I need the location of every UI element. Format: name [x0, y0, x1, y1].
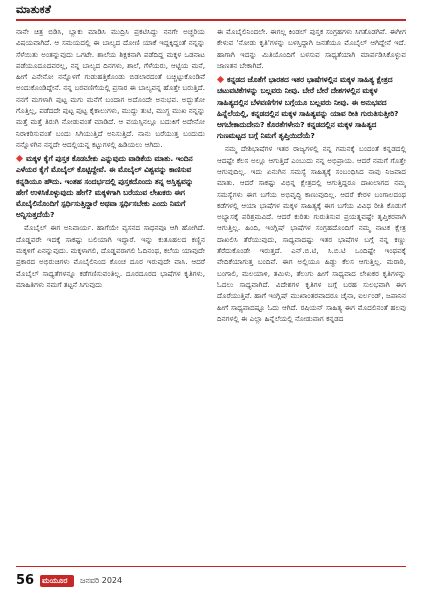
question-text: ಕನ್ನಡದ ಜೊತೆಗೆ ಭಾರತದ ಇತರ ಭಾಷೆಗಳಲ್ಲಿನ ಮಕ್ಕಳ ಸಾಹಿತ್ಯ ಕ್ಷೇತ್ರದ ಚಟುವಟಿಕೆಗಳನ್ನು ಬಲ್ಲವರು ನೀವು. ಬೇರೆ ಬೇರೆ ದೇಶಗಳಲ್ಲಿನ ಮಕ್ಕಳ ಸಾಹಿತ್ಯದಲ್ಲಿನ ಬೆಳವಣಿಗೆಗಳ ಬಗ್ಗೆಯೂ ಬಲ್ಲವರು ನೀವು. ಈ ಅನುಭವದ ಹಿನ್ನೆಲೆಯಲ್ಲಿ, ಕನ್ನಡದಲ್ಲಿನ ಮಕ್ಕಳ ಸಾಹಿತ್ಯವನ್ನು ಯಾವ ರೀತಿ ಗುರುತಿಸುತ್ತೀರಿ? ಆಗಬೇಕಾದುದೇನು? ಕೊರತೆಗಳೇನು? ಕನ್ನಡದಲ್ಲಿನ ಮಕ್ಕಳ ಸಾಹಿತ್ಯದ ಗುಣಮಟ್ಟದ ಬಗ್ಗೆ ನಿಮಗೆ ತೃಪ್ತಿಯಿದೆಯೆ? [217, 75, 399, 141]
answer-paragraph: ನಮ್ಮ ದೇಶಿಭಾಷೆಗಳ ಇತರ ರಾಜ್ಯಗಳಲ್ಲಿ ನನ್ನ ಗಮನಕ್ಕೆ ಬಂದಂತೆ ಕನ್ನಡದಲ್ಲಿ ಆದಷ್ಟೇ ಕೆಲಸ ಅಲ್ಲೂ ಆಗುತ್ತಿದೆ ಎಂಬುದು ನನ್ನ ಅಭಿಪ್ರಾಯ. ಆದರೆ ನಮಗೆ ಗೊತ್ತೇ ಆಗುವುದಿಲ್ಲ. ಇದು ಏನುಗಿನ ಸಮಸ್ಯೆ ಸಾಹಿತ್ಯಕ್ಕೆ ಸಂಬಂಧಿಸಿದ ನಾವು ನಿಜವಾದ ಮಾತು. ಆದರೆ ಸಾಕಷ್ಟು ವಿಭಿನ್ನ ಕ್ಷೇತ್ರದಲ್ಲಿ ಆಗುತ್ತಿದ್ದರೂ ದಾಖಲಾಗದ ನಮ್ಮ ಸಮಸ್ಯೆಗಳು ಈಗ ಬಗೆಯ ಅಭಿವೃದ್ಧಿ ಕಾಣುವುದಿಲ್ಲ. ಆದರೆ ಕೇರಳ ಬಂಗಾಲದಂಥ ಕಡೆಗಳಲ್ಲಿ ಆಯಾ ಭಾಷೆಗಳ ಮಕ್ಕಳ ಸಾಹಿತ್ಯಕ್ಕೆ ಈಗ ಬಗೆಯ ವಿವಿಧ ರೀತಿ ಕೊಡುಗೆ ಅಭ್ಯಾಸಕ್ಕೆ ಪರಿಶ್ರಮವಿದೆ. ಆದರೆ ಕುರಿತು ಗುರುತಿಸುವ ಪ್ರಯತ್ನವಷ್ಟೇ ತೃಪ್ತಿಕರವಾಗಿ ಆಗುತ್ತಿಲ್ಲ. ಹಿಂದಿ, ಇಂಗ್ಲಿಷ್ ಭಾಷೆಗಳ ಸಂಗ್ರಹದೊಂದಿಗೆ ನಮ್ಮ ನಾಟಕ ಕ್ಷೇತ್ರ ದಾಖಲಿಸಿ ತೆರೆಯುವುದು, ಸಾಧ್ಯವಾದಷ್ಟು ಇತರ ಭಾಷೆಗಳ ಬಗ್ಗೆ ನನ್ನ ಕಣ್ಣು ತೆರೆದುಕೊಂಡೇ ಇರುತ್ತದೆ. ಎನ್.ಬಿ.ಟಿ, ಸಿ.ಬಿ.ಟಿ ಒಂದಿಷ್ಟೇ ಇಂಥವಕ್ಕೆ ವೇದಿಕೆಯಾಗುತ್ತ ಬಂದಿವೆ. ಈಗ ಅಲ್ಲಿಯೂ ಹಿಡ್ದು ಕೆಲಸ ಆಗುತ್ತಿಲ್ಲ. ಮರಾಠಿ, ಬಂಗಾಲಿ, ಮಲಯಾಳಿ, ತಮಿಳು, ತೆಲುಗು ಹೀಗೆ ಸಾಧ್ಯವಾದ ಲೇಖಕರ ಕೃತಿಗಳನ್ನು ಓದಲು ಸಾಧ್ಯವಾಗಿದೆ. ವಿದೇಶಗಳ ಕೃತಿಗಳ ಬಗ್ಗೆ ಬರಹ ಸುಲಭವಾಗಿ ಈಗ ದೊರೆಯುತ್ತಿವೆ. ಹಾಗೆ ಇಂಗ್ಲಿಷ್ ಮುಖಾಂತರವಾದರೂ ಚೈನಾ, ಐರ್ಲಂಡ್, ಜಪಾನಿನ ಹೀಗೆ ಸಾಧ್ಯವಾದಷ್ಟೂ ಓದು ಆಗಿದೆ. ರಷಿಯನ್ ಸಾಹಿತ್ಯ ಈಗ ಮೊದಲಿನಂತೆ ಹಲವು ದಿನಗಳಲ್ಲಿ ಈ ಎಲ್ಲಾ ಹಿನ್ನೆಲೆಯಲ್ಲಿ ನೋಡುವಾಗ ಕನ್ನಡದ [217, 144, 406, 323]
page-footer [16, 566, 406, 590]
section-header [0, 0, 422, 20]
answer-paragraph: ನಾನೇ ಚಿತ್ರ ಬಿಡಿಸಿ, ಬ್ಲಾಕು ಮಾಡಿಸಿ ಮುದ್ರಿಸಿ ಪ್ರಕಟಿಸಿದ್ದು ನನಗೇ ಅಚ್ಚರಿಯ ವಿಷಯವಾಗಿದೆ. ಆ ಸಮಯದಲ್ಲಿ ಈ ಬಾಲ್ಯದ ದೋಣಿ ಯಾಕೆ ಇದ್ದಕ್ಕಿದ್ದಂತೆ ನನ್ನನ್ನು ಸೆಳೆಯಿತು ಅಂತನ್ನುವುದು ಒಗಟೇ. ಶಾಲೆಯ ಶಿಕ್ಷಕನಾಗಿ ಪಡೆದಿದ್ದ ಮಕ್ಕಳ ಒಡನಾಟ ಪಡೆಯೂದೂದವರಲ್ಲ, ನನ್ನ ಬಾಲ್ಯದ ದಿನಗಳು, ಶಾಲೆ, ಗೆಳೆಯರು, ಆಟ್ಟಿಯ ಮನೆ, ಹೀಗೆ ಎನೇನೋ ನನ್ನೊಳಗೆ ಗುಡುಹತ್ತಿಕೊಂಡು ಬಿಡಲಾರದಂತೆ ಬಚ್ಚಿಟ್ಟುಕೊಂಡಿವೆ ಅಂದುಕೊಂಡಿದ್ದೇನೆ. ನನ್ನ ಬರವಣಿಗೆಯಲ್ಲಿ ಪ್ರಸಾರ ಈ ಬಾಲ್ಯವನ್ನ ಹೊತ್ತೇ ಬರುತ್ತಿದೆ. ನನಗೆ ಮಗಳಾಗಿ ಪುಟ್ಟ ಮಗು ಮನೆಗೆ ಬಂದಾಗ ಅದೊಂದೇ ಅನುಭವ. ಅದ್ಭುತೋ ಗೊತ್ತಿಲ್ಲ, ಪಡೆದದೇ ಪುಟ್ಟ ಪುಟ್ಟ ಕೈಕಾಲುಗಳು, ಮುದ್ದು ತುಟಿ, ಮುಗ್ಧ ಮುಖ ನನ್ನನ್ನು ಮತ್ತೆ ಮತ್ತೆ ತಿರುಗಿ ನೋಡುವಂತೆ ಮಾಡಿದೆ. ಆ ವಯಸ್ಸಿನಲ್ಲೂ ಬದುಕಿಗೆ ಅದೇನೋ ನಿರಾಕರಿಸುವಂತೆ ಬಂದು ಸಿಗಿಯುತ್ತಿದೆ ಅನಿಸುತ್ತಿದೆ. ನಾನು ಬರೆಯುತ್ತ ಬಂದುದು ನನ್ನೊಳಗಿನ ನನ್ನದೇ ಆದಲ್ಲಿಯನ್ನ ಕಟ್ಟುಗಳಲ್ಲಿ ಹಿಡಿಯಲು ಆಗಿದು. [16, 27, 205, 149]
answer-paragraph: ಈ ಮೊಬೈಲಿನಿಂದಲೇ. ಈಗಲ್ಲ ಕಿಂಡಲ್ ಪುಸ್ತಕ ಸಂಗ್ರಹಗಳು ಸಿಗತೊಡಗಿವೆ. ಈಗೀಗ ಕೇಳುವ 'ನೋಡು ಕೃತಿ'ಗಳನ್ನು ಬಳಸ್ತಿದ್ದಾಗಿ ಜನತೆಯೂ ಮೊಬೈಲ್ ಆಗಿದ್ದೇನೆ ಇದೆ. ಹಾಗಾಗಿ ಇದನ್ನು ಮಿತಿಯೊಂದಿಗೆ ಬಳಸುವ ಸಾಧ್ಯತೆಯಾಗಿ ಮಾರ್ಪಡಿಸಿಕೊಳ್ಳುವ ಜಾಣತನ ಬೇಕಾಗಿದೆ. [217, 27, 406, 70]
question-bullet-icon [16, 155, 23, 162]
header-rule [16, 19, 406, 21]
page-number: 56 [16, 573, 35, 588]
footer-rule [16, 566, 406, 567]
logo-text: ಮಯೂರ [42, 576, 68, 585]
left-column [16, 26, 205, 561]
magazine-logo [40, 575, 74, 587]
question-text: ಮಕ್ಕಳ ಕೈಗೆ ಪುಸ್ತಕ ಕೊಡಬೇಕು ಎನ್ನುವುದು ವಾಡಿಕೆಯ ಮಾತು. ಇಂದಿನ ಎಳೆಯರ ಕೈಗೆ ಮೊಬೈಲ್ ಕೊಟ್ಟಿದ್ದೇವೆ. ಈ ಮೊಬೈಲ್ ವಿಶ್ವವನ್ನು ಕಾಣಿಸುವ ಕನ್ನಡಿಯೂ ಹೌದು. ಇಂತಹ ಸಂದರ್ಭದಲ್ಲಿ ಪುಸ್ತಕದೊಂದು ತನ್ನ ಅಸ್ತಿತ್ವವನ್ನು ಹೇಗೆ ಉಳಿಸಿಕೊಳ್ಳುವುದು ಹೇಗೆ? ಮಕ್ಕಳಿಗಾಗಿ ಬರೆಯುವ ಲೇಖಕರು ಈಗ ಮೊಬೈಲಿನೊಂದಿಗೆ ಸ್ಪರ್ಧಿಸುತ್ತಿದ್ದಾರೆ ಅಥವಾ ಸ್ಪರ್ಧಿಸಬೇಕು ಎಂದು ನಿಮಗೆ ಅನ್ನಿಸುತ್ತದೆಯೆ? [16, 154, 194, 220]
question-bullet-icon [217, 76, 224, 83]
section-title: ಮಾತುಕತೆ [16, 3, 51, 16]
right-column [217, 26, 406, 561]
issue-date: ಜನವರಿ 2024 [80, 576, 123, 585]
article-body [16, 26, 406, 561]
interview-question [217, 74, 406, 141]
interview-question [16, 153, 205, 220]
answer-paragraph: ಮೊಬೈಲ್ ಈಗ ಅನಿವಾರ್ಯ. ಹಾಗೆಯೇ ವ್ಯಸನದ ಸಾಧನವೂ ಆಗಿ ಹೋಗಿದೆ. ದೊಡ್ಡವರೇ ಇದಕ್ಕೆ ಸಾಕಷ್ಟು ಬಲಿಯಾಗಿ ಇದ್ದಾರೆ. ಇನ್ನು ಕುತೂಹಲದ ಕಣ್ಣಿನ ಮಕ್ಕಳಿಗೆ ಏನನ್ನುವುದು. ಮಕ್ಕಳಾಗಲಿ, ದೊಡ್ಡವರಾಗಲಿ ಓದಿನಂಥ, ಕಲೆಯ ಯಾವುದೇ ಪ್ರಕಾರದ ಅಭಿರುಚಿಗಳು ಮೊಬೈಲಿನಿಂದ ಕೊಂಚ ದೂರ ಇರುವುದೇ ವಾಸಿ. ಆದರೆ ಮೊಬೈಲ್ ಸಾಧ್ಯತೆಗಳನ್ನೂ ಕಡೆಗಣಿಸುವಂತಿಲ್ಲ. ದೂರದೂರದ ಭಾಷೆಗಳ ಕೃತಿಗಳು, ಮಾಹಿತಿಗಳು ನಮಗೆ ತಟ್ಟನೆ ಸಿಗುವುದು [16, 223, 205, 289]
